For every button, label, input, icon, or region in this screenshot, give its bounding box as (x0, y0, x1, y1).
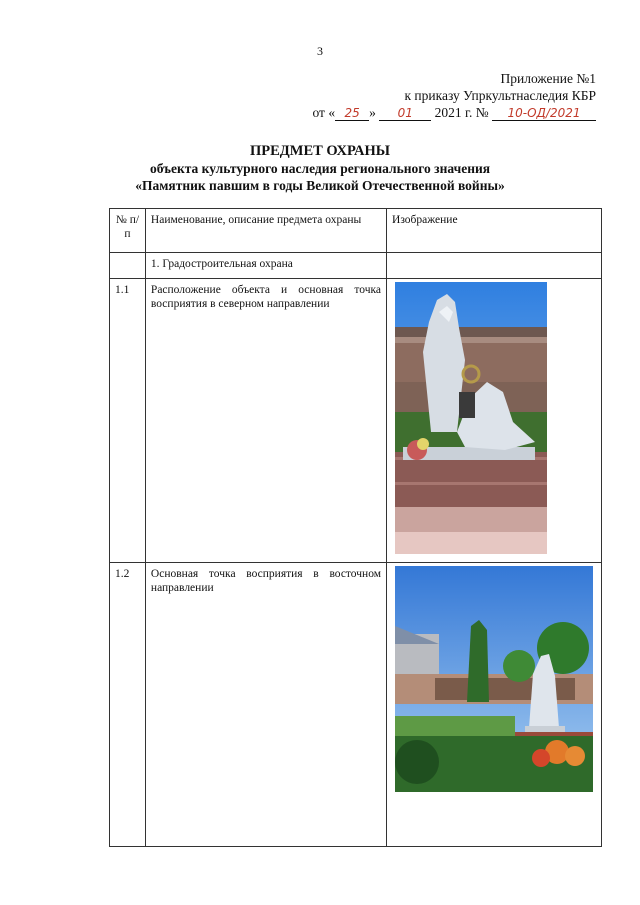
appendix-block (312, 70, 596, 121)
row-num: 1.1 (110, 279, 146, 563)
row-num: 1.2 (110, 563, 146, 847)
appendix-order-ref: к приказу Упркультнаследия КБР (404, 88, 596, 103)
appendix-title: Приложение №1 (500, 71, 596, 86)
table-header-row (110, 209, 602, 253)
section-row (110, 253, 602, 279)
monument-photo-north (395, 282, 547, 554)
page-number: 3 (317, 44, 323, 58)
handwritten-day: 25 (335, 107, 369, 121)
table-row (110, 563, 602, 847)
title-subheading: объекта культурного наследия регионального значения (149, 161, 491, 176)
date-year: 2021 г. № (434, 105, 489, 120)
monument-photo-east (395, 566, 593, 792)
section-image-cell (387, 253, 602, 279)
title-heading: ПРЕДМЕТ ОХРАНЫ (249, 143, 391, 159)
row-image-cell (387, 279, 602, 563)
header-num: № п/п (110, 209, 146, 253)
section-num-cell (110, 253, 146, 279)
header-image: Изображение (387, 209, 602, 253)
date-prefix: от « (312, 105, 336, 120)
table-row (110, 279, 602, 563)
protection-table (109, 208, 602, 847)
document-title (0, 142, 640, 194)
title-object-name: «Памятник павшим в годы Великой Отечественной войны» (135, 178, 505, 193)
appendix-date-line (312, 104, 596, 121)
handwritten-order-number: 10-ОД/2021 (492, 107, 596, 121)
date-mid: » (369, 105, 376, 120)
row-description: Основная точка восприятия в восточном направлении (145, 563, 386, 847)
handwritten-month: 01 (379, 107, 431, 121)
row-image-cell (387, 563, 602, 847)
row-description: Расположение объекта и основная точка восприятия в северном направлении (145, 279, 386, 563)
section-title: 1. Градостроительная охрана (145, 253, 386, 279)
header-name: Наименование, описание предмета охраны (145, 209, 386, 253)
